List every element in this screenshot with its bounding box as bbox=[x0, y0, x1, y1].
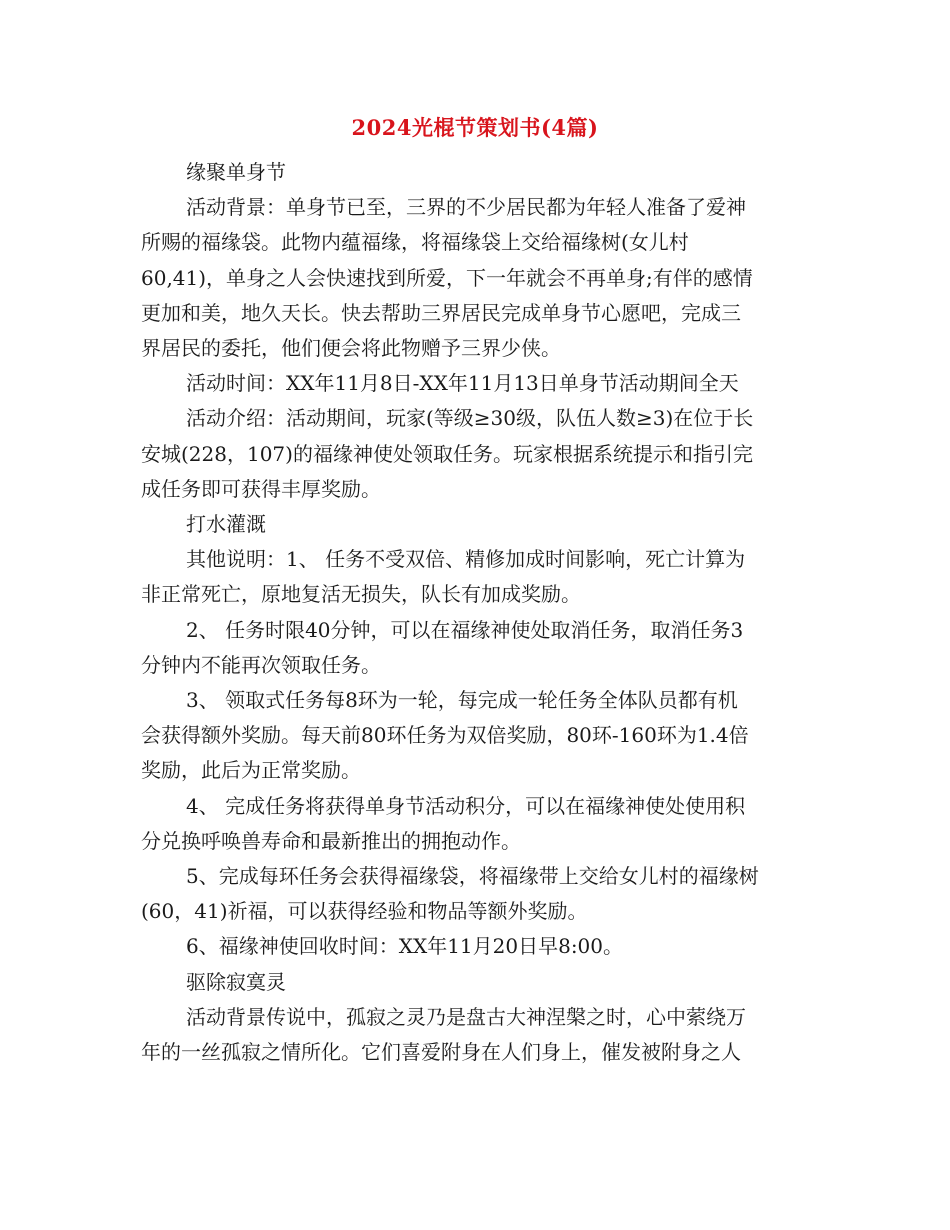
text-line: 其他说明：1、 任务不受双倍、精修加成时间影响，死亡计算为 bbox=[186, 547, 746, 572]
text-line: (60，41)祈福，可以获得经验和物品等额外奖励。 bbox=[141, 899, 588, 924]
text-line: 安城(228，107)的福缘神使处领取任务。玩家根据系统提示和指引完 bbox=[141, 441, 753, 466]
text-line: 活动背景：单身节已至，三界的不少居民都为年轻人准备了爱神 bbox=[186, 195, 746, 220]
text-line: 打水灌溉 bbox=[186, 512, 266, 537]
text-line: 活动背景传说中，孤寂之灵乃是盘古大神涅槃之时，心中萦绕万 bbox=[186, 1004, 746, 1029]
document-title: 2024光棍节策划书(4篇) bbox=[351, 115, 599, 140]
text-line: 所赐的福缘袋。此物内蕴福缘，将福缘袋上交给福缘树(女儿村 bbox=[141, 230, 689, 255]
text-line: 年的一丝孤寂之情所化。它们喜爱附身在人们身上，催发被附身之人 bbox=[141, 1040, 741, 1065]
text-line: 缘聚单身节 bbox=[186, 160, 286, 184]
text-line: 奖励，此后为正常奖励。 bbox=[141, 758, 361, 783]
text-line: 4、 完成任务将获得单身节活动积分，可以在福缘神使处使用积 bbox=[186, 793, 746, 818]
text-line: 5、完成每环任务会获得福缘袋，将福缘带上交给女儿村的福缘树 bbox=[186, 864, 759, 889]
text-line: 60,41)，单身之人会快速找到所爱，下一年就会不再单身;有伴的感情 bbox=[141, 265, 753, 290]
text-line: 6、福缘神使回收时间：XX年11月20日早8:00。 bbox=[186, 934, 624, 959]
text-line: 更加和美，地久天长。快去帮助三界居民完成单身节心愿吧，完成三 bbox=[141, 300, 741, 325]
text-line: 活动时间：XX年11月8日-XX年11月13日单身节活动期间全天 bbox=[186, 371, 739, 396]
text-line: 分钟内不能再次领取任务。 bbox=[141, 652, 381, 677]
text-line: 成任务即可获得丰厚奖励。 bbox=[141, 476, 381, 501]
text-line: 会获得额外奖励。每天前80环任务为双倍奖励，80环-160环为1.4倍 bbox=[141, 723, 749, 748]
text-line: 2、 任务时限40分钟，可以在福缘神使处取消任务，取消任务3 bbox=[186, 617, 744, 642]
text-line: 界居民的委托，他们便会将此物赠予三界少侠。 bbox=[141, 336, 561, 361]
text-line: 3、 领取式任务每8环为一轮，每完成一轮任务全体队员都有机 bbox=[186, 688, 738, 713]
text-line: 驱除寂寞灵 bbox=[186, 969, 286, 994]
text-line: 非正常死亡，原地复活无损失，队长有加成奖励。 bbox=[141, 582, 581, 607]
text-line: 分兑换呼唤兽寿命和最新推出的拥抱动作。 bbox=[141, 828, 521, 853]
document-body bbox=[141, 155, 811, 1070]
text-line: 活动介绍：活动期间，玩家(等级≥30级，队伍人数≥3)在位于长 bbox=[186, 406, 754, 431]
